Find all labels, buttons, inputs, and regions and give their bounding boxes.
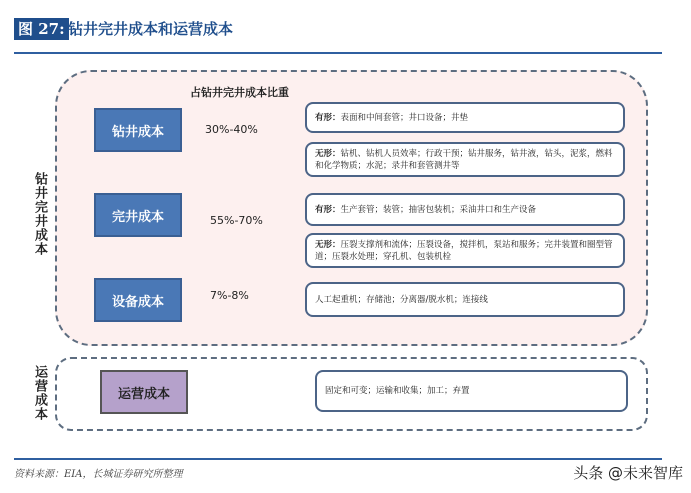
detail-tag: 无形： [315,239,341,250]
detail-box [305,193,625,226]
detail-text: 压裂支撑剂和流体；压裂设备，搅拌机，泵站和服务；完井装置和圈型管道；压裂水处理；穿孔机、包装机栓 [315,239,613,262]
watermark: 头条 @未来智库 [573,464,683,482]
detail-text: 钻机、钻机人员效率；行政干预；钻井服务，钻井液，钻头，泥浆，燃料和化学物质；水泥；录井和套管测井等 [315,148,613,171]
detail-box [305,102,625,133]
share-header: 占钻井完井成本比重 [190,86,289,99]
drilling-share: 30%-40% [205,123,258,136]
detail-text: 表面和中间套管；井口设备；井垫 [340,112,469,123]
detail-tag: 有形： [315,112,341,123]
detail-text: 固定和可变；运输和收集；加工；弃置 [325,386,470,396]
operating-cost-box: 运营成本 [100,370,188,414]
group-label-drilling-completion: 钻井完井成本 [32,172,47,256]
completion-share: 55%-70% [210,214,263,227]
source-note: 资料来源：EIA，长城证券研究所整理 [14,469,183,480]
detail-box [305,233,625,268]
completion-cost-box: 完井成本 [94,193,182,237]
title-divider [14,52,662,54]
equipment-cost-box: 设备成本 [94,278,182,322]
detail-box [305,142,625,177]
operating-detail-box [315,370,628,412]
detail-tag: 无形： [315,148,341,159]
drilling-cost-box: 钻井成本 [94,108,182,152]
detail-text: 人工起重机；存储池；分离器/脱水机；连接线 [315,294,488,305]
footer-divider [14,458,662,460]
equipment-share: 7%-8% [210,289,249,302]
detail-tag: 有形： [315,204,341,215]
detail-box [305,282,625,317]
figure-title: 钻井完井成本和运营成本 [68,20,234,38]
group-label-operating: 运营成本 [32,365,47,421]
detail-text: 生产套管；装管；抽害包装机；采油井口和生产设备 [340,204,537,215]
figure-number: 图 27: [14,18,69,40]
